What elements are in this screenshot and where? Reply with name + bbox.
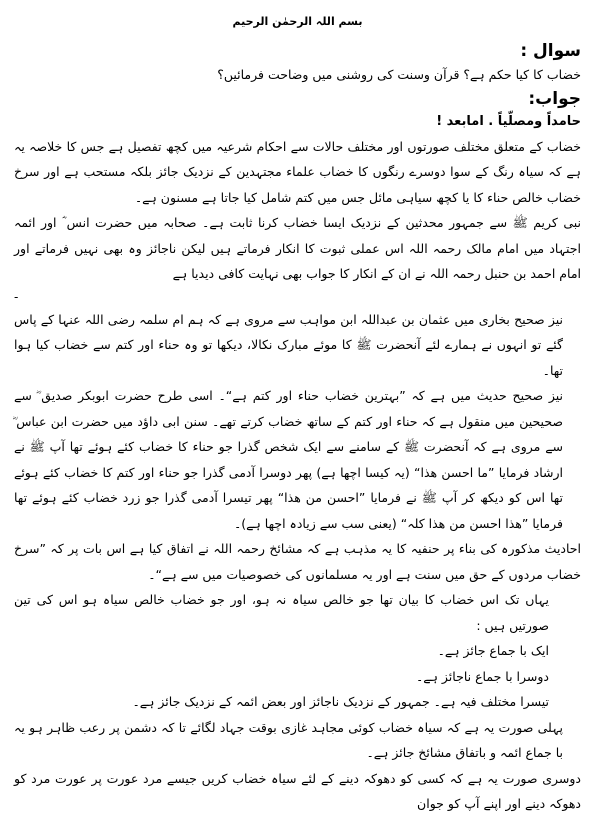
- answer-paragraph: نبی کریم ﷺ سے جمہور محدثین کے نزدیک ایسا خضاب کرنا ثابت ہے۔ صحابہ میں حضرت انس ؓ اور ائمہ اجتہاد میں امام مالک رحمہ اللہ اس عملی ثبوت کا انکار فرماتے ہیں لیکن ناجائز وہ بھی نہیں فرماتے اور امام احمد بن حنبل رحمہ اللہ نے ان کے انکار کا جواب بھی نہایت کافی دیدیا ہے: [14, 215, 581, 281]
- case-item: تیسرا مختلف فیہ ہے۔ جمہور کے نزدیک ناجائز اور بعض ائمہ کے نزدیک جائز ہے۔: [132, 694, 549, 709]
- separator-dash: -: [14, 289, 19, 304]
- answer-paragraph: دوسری صورت یہ ہے کہ کسی کو دھوکہ دینے کے لئے سیاہ خضاب کریں جیسے مرد عورت پر عورت مرد کو دھوکہ دینے اور اپنے آپ کو جوان: [14, 770, 581, 811]
- answer-paragraph: نیز صحیح بخاری میں عثمان بن عبداللہ ابن مواہب سے مروی ہے کہ ہم ام سلمہ رضی اللہ عنہا کے پاس گئے تو انہوں نے ہمارے لئے آنحضرت ﷺ کا موئے مبارک نکالا، دیکھا تو وہ حناء اور کتم سے خضاب کیا ہوا تھا۔: [14, 311, 563, 378]
- answer-paragraph: نیز صحیح حدیث میں ہے کہ ”بہترین خضاب حناء اور کتم ہے“۔ اسی طرح حضرت ابوبکر صدیق ؓ سے صحیحین میں منقول ہے کہ حناء اور کتم کے ساتھ خضاب کرتے تھے۔ سنن ابی داؤد میں حضرت ابن عباس ؓ سے مروی ہے کہ آنحضرت ﷺ کے سامنے سے ایک شخص گذرا جو حناء کا خضاب کئے ہوئے تھا آپ ﷺ نے ارشاد فرمایا ”ما احسن ھذا“ (یہ کیسا اچھا ہے) پھر دوسرا آدمی گذرا جو حناء اور کتم کا خضاب کئے ہوئے تھا اس کو دیکھ کر آپ ﷺ نے فرمایا ”احسن من ھذا“ پھر تیسرا آدمی گذرا جو زرد خضاب کئے ہوئے تھا فرمایا ”ھذا احسن من ھذا کلہ“ (یعنی سب سے زیادہ اچھا ہے)۔: [14, 388, 563, 531]
- answer-paragraph: یہاں تک اس خضاب کا بیان تھا جو خالص سیاہ نہ ہو، اور جو خضاب خالص سیاہ ہو اس کی تین صورتیں ہیں :: [14, 592, 549, 633]
- question-label: سوال :: [520, 41, 581, 61]
- question-text: خضاب کا کیا حکم ہے؟ قرآن وسنت کی روشنی میں وضاحت فرمائیں؟: [217, 67, 581, 82]
- case-item: ایک با جماع جائز ہے۔: [437, 643, 549, 658]
- answer-paragraph: احادیث مذکورہ کی بناء پر حنفیہ کا یہ مذہب ہے کہ مشائخ رحمہ اللہ نے اتفاق کیا ہے اس بات پر کہ ”سرخ خضاب مردوں کے حق میں سنت ہے اور یہ مسلمانوں کی خصوصیات میں سے ہے“۔: [14, 541, 581, 582]
- answer-label: جواب:: [528, 88, 581, 109]
- answer-paragraph: پہلی صورت یہ ہے کہ سیاہ خضاب کوئی مجاہد غازی بوقت جہاد لگائے تا کہ دشمن پر رعب ظاہر ہو یہ با جماع ائمہ و باتفاق مشائخ جائز ہے۔: [14, 719, 563, 760]
- answer-paragraph: خضاب کے متعلق مختلف صورتوں اور مختلف حالات سے احکام شرعیہ میں کچھ تفصیل ہے جس کا خلاصہ یہ ہے کہ سیاہ رنگ کے سوا دوسرے رنگوں کا خضاب علماء مجتہدین کے نزدیک جائز بلکہ مستحب ہے اور سرخ خضاب خالص حناء کا یا کچھ سیاہی مائل جس میں کتم شامل کیا جاتا ہے مسنون ہے۔: [14, 138, 581, 205]
- hamd-line: حامداً ومصلّیاً . امابعد !: [436, 113, 581, 129]
- case-item: دوسرا با جماع ناجائز ہے۔: [415, 668, 549, 684]
- bismillah-header: بسم اللہ الرحمٰن الرحیم: [232, 15, 363, 28]
